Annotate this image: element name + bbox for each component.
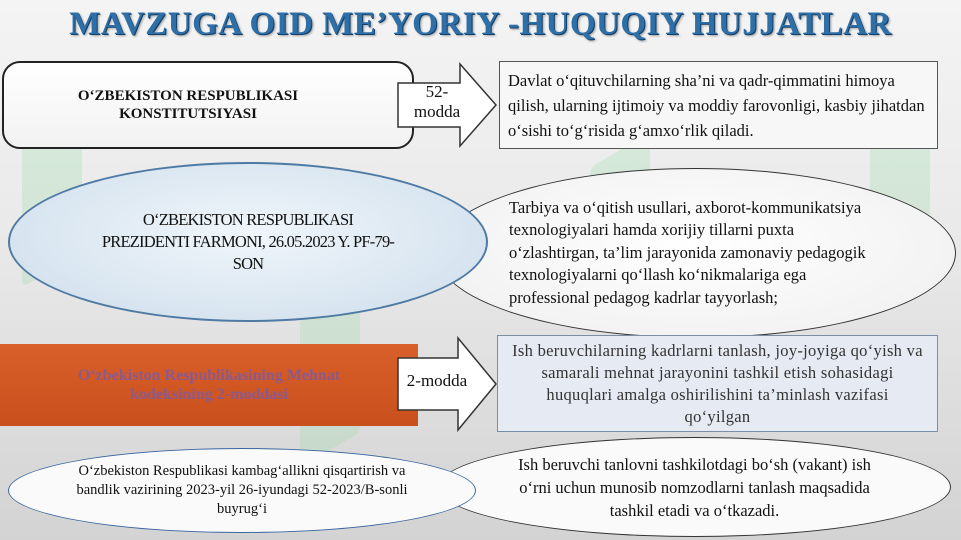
decree-label: O‘ZBEKISTON RESPUBLIKASI PREZIDENTI FARMONI, 26.05.2023 Y. PF-79-SON — [101, 210, 395, 273]
ministry-order-label: O‘zbekiston Respublikasi kambag‘allikni qisqartirish va bandlik vazirining 2023-yil 26-iyundagi 52-2023/B-sonli buyrug‘i — [76, 463, 408, 517]
article-label: 2-modda — [406, 371, 468, 390]
order-text-ellipse — [438, 437, 951, 537]
constitution-text: Davlat o‘qituvchilarning sha’ni va qadr-qimmatini himoya qilish, ularning ijtimoiy va moddiy farovonligi, kasbiy jihatdan o‘sishi to‘g‘risida g‘amxo‘rlik qiladi. — [508, 70, 925, 140]
decree-ellipse — [8, 162, 488, 322]
decree-text-ellipse — [436, 168, 956, 338]
constitution-text-box — [499, 61, 938, 149]
labor-code-label: O‘zbekiston Respublikasining Mehnat kodeksining 2-moddasi — [77, 367, 341, 403]
order-text: Ish beruvchi tanlovni tashkilotdagi bo‘sh (vakant) ish o‘rni uchun munosib nomzodlarni tanlash maqsadida tashkil etadi va o‘tkazadi. — [518, 454, 871, 520]
labor-code-text: Ish beruvchilarning kadrlarni tanlash, joy-joyiga qo‘yish va samarali mehnat jarayonini tashkil etish sohasidagi huquqlari amalga oshirilishini ta’minlash vazifasi qo‘yilgan — [512, 340, 923, 426]
decree-text: Tarbiya va o‘qitish usullari, axborot-kommunikatsiya texnologiyalari hamda xorijiy tillarni puxta o‘zlashtirgan, ta’lim jarayonida zamonaviy pedagogik texnologiyalarni qo‘llash ko‘nikmalariga ega professional pedagog kadrlar tayyorlash; — [509, 197, 866, 307]
labor-code-box — [0, 344, 418, 426]
constitution-label: O‘ZBEKISTON RESPUBLIKASI KONSTITUTSIYASI — [77, 88, 299, 122]
constitution-box — [2, 61, 414, 149]
ministry-order-ellipse — [8, 448, 476, 533]
slide-title: MAVZUGA OID ME’YORIY -HUQUQIY HUJJATLAR — [69, 6, 892, 42]
labor-code-text-box — [497, 335, 938, 432]
article-label: 52-modda — [413, 82, 461, 121]
